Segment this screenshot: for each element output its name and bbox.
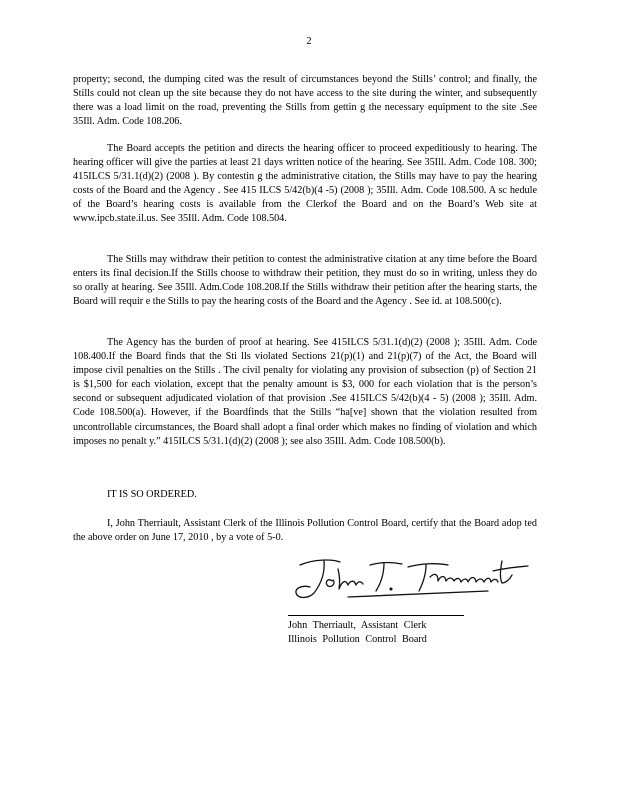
paragraph-grounds: property; second, the dumping cited was the result of circumstances beyond the Stills’ control; and finally, the Stills could not clean up the site because they do not have access to the site during the winter, and subsequently there was a load limit on the road, preventing the Stills from gettin g the necessary equipment to the site .See 35Ill. Adm. Code 108.206.: [73, 74, 537, 128]
paragraph-hearing: The Board accepts the petition and directs the hearing officer to proceed expeditiously to hearing. The hearing officer will give the parties at least 21 days written notice of the hearing. See 35Ill. Adm. Code 108. 300; 415ILCS 5/31.1(d)(2) (2008 ). By contestin g the administrative citation, the Stills may have to pay the hearing costs of the Board and the Agency . See 415 ILCS 5/42(b)(4 -5) (2008 ); 35Ill. Adm. Code 108.500. A sc hedule of the Board’s hearing costs is available from the Clerkof the Board and on the Board’s Web site at www.ipcb.state.il.us. See 35Ill. Adm. Code 108.504.: [73, 143, 537, 225]
signer-name-title: John Therriault, Assistant Clerk: [288, 620, 427, 631]
signature-line: [288, 615, 464, 616]
signer-organization: Illinois Pollution Control Board: [288, 634, 427, 645]
clerk-certification: I, John Therriault, Assistant Clerk of the Illinois Pollution Control Board, certify that the Board adop ted the above order on June 17, 2010 , by a vote of 5-0.: [73, 518, 537, 544]
page-number: 2: [306, 36, 312, 47]
paragraph-withdrawal: The Stills may withdraw their petition to contest the administrative citation at any time before the Board enters its final decision.If the Stills choose to withdraw their petition, they must do so in writing, unless they do so orally at hearing. See 35Ill. Adm.Code 108.208.If the Stills withdraw their petition after the hearing starts, the Board will requir e the Stills to pay the hearing costs of the Board and the Agency . See id. at 108.500(c).: [73, 254, 537, 308]
handwritten-signature: [288, 551, 536, 607]
paragraph-burden-of-proof: The Agency has the burden of proof at hearing. See 415ILCS 5/31.1(d)(2) (2008 ); 35Ill. Adm. Code 108.400.If the Board finds that the Sti lls violated Sections 21(p)(1) and 21(p)(7) of the Act, the Board will impose civil penalties on the Stills . The civil penalty for violating any provision of subsection (p) of Section 21 is $1,500 for each violation, except that the penalty amount is $3, 000 for each violation that is the person’s second or subsequent adjudicated violation of that provision .See 415ILCS 5/42(b)(4 - 5) (2008 ); 35Ill. Adm. Code 108.500(a). However, if the Boardfinds that the Stills “ha[ve] shown that the violation resulted from uncontrollable circumstances, the Board shall adopt a final order which makes no finding of violation and which imposes no penalt y.” 415ILCS 5/31.1(d)(2) (2008 ); see also 35Ill. Adm. Code 108.500(b).: [73, 337, 537, 447]
order-statement: IT IS SO ORDERED.: [107, 489, 197, 500]
